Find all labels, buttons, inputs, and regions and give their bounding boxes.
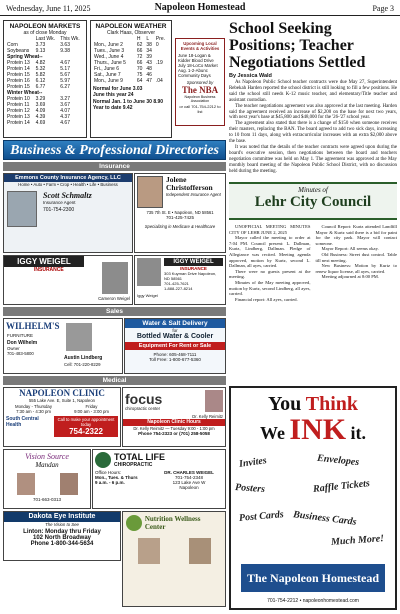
article-body <box>229 80 397 175</box>
nutrition-photo-2 <box>189 538 211 564</box>
weather-row: Fri., June 6 70 48 <box>94 66 152 73</box>
ad-nutrition-wellness <box>122 511 226 607</box>
spring-wheat-row: Protein 15 6.77 6.27 <box>7 84 70 91</box>
winter-wheat-row: Protein 14 4.69 4.67 <box>7 120 70 127</box>
weather-row: Thurs., June 5 66 43 .19 <box>94 60 163 67</box>
spring-wheat-row: Protein 13 4.82 4.67 <box>7 60 70 67</box>
iggy1-photo <box>102 262 128 294</box>
iggy1-sub: INSURANCE <box>34 267 64 273</box>
total-address: 123 Lake Ave W <box>172 480 206 485</box>
paragraph: The agreement also stated that there is a change of $150 when someone receives their masters, replacing the BAN. The board agreed to add two sick days, increasing to 10 from 11 days, along with extracurricular increases with an extra $2,000 above the base. <box>229 121 397 145</box>
ad-print-item: Envelopes <box>316 452 360 469</box>
ad-homestead-printing <box>229 386 397 610</box>
minutes-col-right <box>316 224 398 384</box>
event-item: July 18-LoCo Market <box>178 63 218 68</box>
emmons-phone: 701-754-2300 <box>43 207 75 213</box>
total-life-logo-icon <box>95 452 111 468</box>
total-phone: 701-754-2348 <box>174 475 204 480</box>
sales-section-bar: Sales <box>3 307 226 316</box>
medical-section-bar: Medical <box>3 376 226 385</box>
paragraph: Financial report: All ayes, carried. <box>235 296 298 302</box>
winter-wheat-row: Protein 12 4.09 4.07 <box>7 108 70 115</box>
ad-paper-logo <box>241 564 385 592</box>
ad-jolene-christofferson <box>134 173 226 253</box>
winter-wheat-row: Protein 11 3.69 3.67 <box>7 102 70 109</box>
vision-photo-2 <box>60 473 78 495</box>
iggy2-person: Iggy Weigel <box>137 293 158 298</box>
paper-name: Napoleon Homestead <box>154 2 246 13</box>
total-life-name: TOTAL LIFE <box>114 451 165 462</box>
total-doctor: DR. CHARLES WEIGEL <box>164 470 214 475</box>
minutes-col-left <box>229 224 311 384</box>
ad-iggy-weigel-2 <box>134 255 226 305</box>
water-for: for <box>172 328 178 333</box>
ad-print-item: Raffle Tickets <box>312 478 371 495</box>
ad-vision-source <box>3 449 91 509</box>
iggy2-sub: INSURANCE <box>180 266 207 271</box>
wilhelms-salesman: Austin Lindberg <box>64 355 103 361</box>
normal-june: Normal for June 3.03 <box>93 86 143 93</box>
ad-total-life <box>92 449 226 509</box>
markets-title: NAPOLEON MARKETS <box>9 23 81 30</box>
spring-wheat-row: Protein 15 5.82 5.67 <box>7 72 70 79</box>
ad-iggy-weigel-1 <box>3 255 133 305</box>
market-row: Soybeans 9.13 9.38 <box>7 48 70 55</box>
total-city: Napoleon <box>179 485 199 490</box>
markets-box <box>3 20 87 138</box>
vision-name: Vision Source <box>25 452 69 461</box>
iggy2-photo <box>137 258 161 286</box>
spring-wheat-row: Protein 16 6.12 5.97 <box>7 78 70 85</box>
clinic-phone: 754-2322 <box>69 427 103 436</box>
weather-row: Tues., June 3 66 34 <box>94 48 152 55</box>
paragraph: New Business: Motion by Kurtz to renew liquor license, all ayes, carried. <box>315 263 397 274</box>
ad-it: it. <box>350 423 367 443</box>
nutrition-name: Nutrition Wellness Center <box>144 515 201 531</box>
article-school-positions <box>229 20 397 180</box>
wilhelms-photo <box>66 323 92 351</box>
paragraph: Meeting adjourned at 8:00 PM. <box>321 274 380 280</box>
ad-print-item: Much More! <box>330 533 385 548</box>
minutes-body <box>229 224 397 384</box>
iggy2-toll: 1-888-227-8214 <box>164 286 193 291</box>
weather-row: Sat., June 7 75 46 <box>94 72 152 79</box>
weather-row: Wed., June 4 72 39 <box>94 54 152 61</box>
ad-you: You <box>267 393 302 415</box>
paragraph: Mayor Report: All seems okay. <box>321 246 379 252</box>
ad-we: We <box>259 423 285 443</box>
total-time: 9 a.m. - 6 p.m. <box>95 480 125 485</box>
sponsor-sub: Napoleon Business Association <box>184 95 216 103</box>
total-life-sub: CHIROPRACTIC <box>114 461 153 468</box>
ad-print-item: Posters <box>234 481 266 496</box>
wilhelms-owner: Don Wilhelm <box>7 340 38 346</box>
ad-items <box>231 453 395 553</box>
sponsor-name: The NBA <box>181 85 219 95</box>
paragraph: As Napoleon Public School teacher contracts were due May 27, Superintendent Rebekah Harden reported the school district is still looking to fill a few positions. He said the school still needs K-12 music teacher, and elementary/Title teacher and assistant custodian. <box>229 80 397 103</box>
water-title: Water & Salt Delivery <box>125 319 225 328</box>
dakota-hours: Linton: Monday thru Friday <box>23 529 101 535</box>
dakota-name: Dakota Eye Institute <box>4 512 120 522</box>
jolene-photo <box>137 176 163 208</box>
ad-ink: INK <box>289 413 347 446</box>
event-item: June 18-Logan & Kidder Blood Drive <box>178 53 214 63</box>
col-high: H <box>136 36 141 43</box>
jolene-tag: Specializing in Medicare & Healthcare <box>144 224 216 229</box>
focus-phone: Phone 754-2323 or (701) 258-5058 <box>138 431 210 436</box>
ad-print-item: Business Cards <box>292 509 358 528</box>
col-precip: Pre. <box>155 36 166 43</box>
weather-box <box>90 20 172 138</box>
year-to-date: Year to date 9.42 <box>93 104 133 111</box>
jolene-role: Independent Insurance Agent <box>166 192 221 197</box>
wilhelms-phone: 701-483-5800 <box>7 351 34 356</box>
paragraph: There were no guests present at the meeting. <box>229 268 311 280</box>
event-item: Aug. 1-2-Abunc Community Days <box>178 68 211 78</box>
ad-napoleon-clinic <box>3 387 121 447</box>
minutes-label: Minutes of <box>298 186 328 194</box>
wilhelms-sub: FURNITURE <box>7 333 33 338</box>
weather-title: NAPOLEON WEATHER <box>95 23 167 30</box>
focus-doctor: Dr. Kelly Reimitz <box>192 414 223 419</box>
weather-subtitle: Clark Haas, Observer <box>106 30 156 36</box>
article-headline: School Seeking Positions; Teacher Negotiations Settled <box>229 20 366 71</box>
total-hours: Mon., Tues. & Thurs <box>95 475 138 480</box>
iggy2-name: IGGY WEIGEL <box>164 258 223 266</box>
vision-phone: 701-663-0313 <box>32 497 62 502</box>
total-hours-label: Office Hours: <box>95 470 122 475</box>
col-this-week: This Wk. <box>60 36 80 43</box>
winter-wheat-row: Protein 10 3.29 3.27 <box>7 96 70 103</box>
water-equip: Equipment For Rent or Sale <box>125 342 225 350</box>
wilhelms-name: WILHELM'S <box>6 321 60 331</box>
dakota-address: 102 North Broadway <box>32 535 92 541</box>
paragraph: The teacher negotiations agreement was also approved at the last meeting. Harden said the agreement received an increase of $2,200 on the base for next two years, with next year's base at $45,800 and $48,000 for the '26-'27 school year. <box>229 103 397 121</box>
events-title: Upcoming Local Events & Activities <box>180 41 220 51</box>
ad-print-item: Invites <box>238 455 268 470</box>
page-number: Page 3 <box>372 4 394 13</box>
ad-emmons-insurance <box>3 173 133 253</box>
ad-focus-chiropractic <box>122 387 226 447</box>
ad-paper-name: The Napoleon Homestead <box>247 571 379 585</box>
paragraph: Old Business: Street dust control. Table till next meeting. <box>315 251 397 263</box>
nutrition-photo-1 <box>138 538 160 564</box>
jolene-name: Jolene Christofferson <box>166 175 213 192</box>
emmons-photo <box>7 191 37 227</box>
ad-think: Think <box>305 393 359 415</box>
clinic-call: Call to make your appointment today <box>57 417 115 427</box>
focus-sub: chiropractic center <box>125 405 161 411</box>
weather-row: Mon., June 9 64 47 .04 <box>94 78 163 85</box>
emmons-agent: Scott Schmaltz <box>43 191 92 200</box>
weather-table <box>93 36 169 84</box>
focus-hours: Dr. Kelly Reimitz — Tuesday 9:00 - 1:00 pm <box>133 426 215 431</box>
wilhelms-owner-role: Owner <box>7 346 20 351</box>
clinic-mon-label: Monday - Thursday <box>15 404 52 409</box>
minutes-header <box>229 182 397 220</box>
paragraph: Mayor called the meeting to order at 7:04 PM. Council present: L. Dallman, Kurtz, Lindberg, Dallman. Pledge of Allegiance was recited. Meeting agenda approved, motion by Kurtz, second L. Dallman, all ayes, carried. <box>229 235 311 269</box>
emmons-name: Emmons County Insurance Agency, LLC <box>4 174 132 182</box>
ad-water-salt <box>124 318 226 374</box>
vision-photo-1 <box>17 473 35 495</box>
normal-jan-june: Normal Jan. 1 to June 30 8.90 <box>93 98 164 105</box>
emmons-tag: Home • Auto • Farm • Crop • Health • Life • Business <box>18 182 118 187</box>
clinic-mon-hours: 7:30 am - 4:30 pm <box>16 409 51 414</box>
june-this-year: June this year 24 <box>93 92 134 99</box>
focus-name: focus <box>125 390 163 407</box>
issue-date: Wednesday, June 11, 2025 <box>6 4 91 13</box>
page-header <box>0 0 400 16</box>
jolene-phone: 701-425-7425 <box>165 215 195 220</box>
focus-clinic-hours: Napoleon Clinic Hours <box>123 419 225 426</box>
paragraph: It was noted that the details of the teacher contracts were agreed upon during the board's executive session, then negotiations between the board and teachers negotiation committee was held on May 1. The agreement was approved at the May monthly board meeting of the Napoleon Public School District, with no discussion held during the meeting. <box>229 144 397 174</box>
spring-wheat-label: Spring Wheat-- <box>7 54 43 61</box>
article-byline: By Jessica Wald <box>229 73 272 79</box>
iggy1-person: Cameron Weigel <box>98 296 130 301</box>
sponsor-phone: or call 701-754-2212 to list <box>179 104 221 114</box>
paragraph: Minutes of the May meeting approved, motion by Kurtz, second Lindberg, all ayes, carried. <box>229 279 311 297</box>
paragraph: Council Report: Kurtz attended Landfill Mayor & Kurtz said there is a bid for paint for the city park. Mayor will contact someone. <box>315 224 397 246</box>
water-phone: Phone: 605-468-7111 <box>153 352 197 357</box>
markets-subtitle: as of close Monday <box>23 30 67 36</box>
ad-contact: 701-754-2212 • napoleonhomestead.com <box>267 598 359 604</box>
minutes-title: Lehr City Council <box>254 194 372 210</box>
ad-dakota-eye <box>3 511 121 561</box>
weather-row: Mon., June 2 62 38 0 <box>94 42 159 49</box>
vision-city: Mandan <box>35 461 59 469</box>
market-row: Corn 3.73 3.63 <box>7 42 70 49</box>
col-last-week: Last Wk. <box>35 36 56 43</box>
col-low: L <box>146 36 150 43</box>
markets-table <box>6 36 84 126</box>
emmons-role: Insurance Agent <box>43 200 76 205</box>
spring-wheat-row: Protein 14 5.32 5.17 <box>7 66 70 73</box>
iggy2-tel: 701-425-7621 <box>164 281 189 286</box>
iggy2-address: 303 Kuyman Drive Napoleon, ND 58561 <box>164 271 217 281</box>
winter-wheat-label: Winter Wheat-- <box>7 90 43 97</box>
focus-photo <box>205 390 223 412</box>
clinic-name: NAPOLEON CLINIC <box>19 388 105 398</box>
ad-print-item: Post Cards <box>238 509 285 524</box>
dakota-phone: Phone 1-800-344-5634 <box>30 541 94 547</box>
clinic-fri-label: Friday <box>85 404 98 409</box>
sponsor-label: Sponsored by <box>186 80 214 85</box>
water-title2: Bottled Water & Cooler <box>136 333 214 340</box>
wilhelms-salesman-cell: Cell: 701-220-8229 <box>64 362 101 367</box>
clinic-fri-hours: 9:00 am - 3:00 pm <box>74 409 109 414</box>
jolene-address: 735 7th St. E • Napoleon, ND 58561 <box>146 210 214 215</box>
ad-wilhelms-furniture <box>3 318 123 374</box>
insurance-section-bar: Insurance <box>3 162 226 171</box>
iggy1-name: IGGY WEIGEL <box>4 256 84 267</box>
directory-banner: Business & Professional Directories <box>3 140 226 160</box>
water-toll: Toll Free: 1-800-677-5360 <box>149 357 201 362</box>
dakota-tag: The Vision to See <box>45 522 79 527</box>
clinic-address: 555 Lake Ave. E, Suite 1, Napoleon <box>28 398 96 403</box>
winter-wheat-row: Protein 13 4.39 4.37 <box>7 114 70 121</box>
nutrition-logo-icon <box>126 515 142 531</box>
paragraph: UNOFFICIAL MEETING MINUTES CITY OF LEHR JUNE 2, 2025 <box>229 224 311 235</box>
clinic-health: South Central Health <box>6 416 39 428</box>
events-box <box>175 38 225 126</box>
